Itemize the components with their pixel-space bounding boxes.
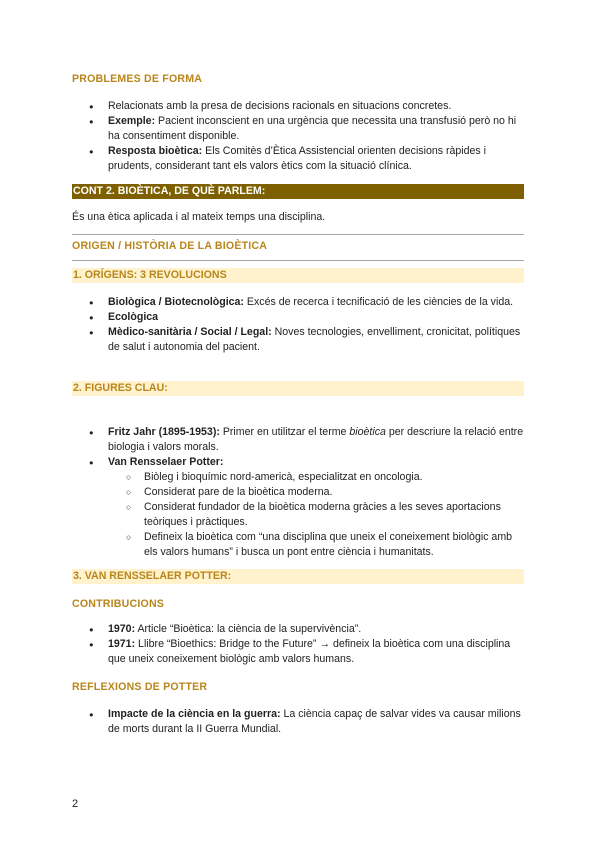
reflexions-list — [72, 707, 524, 737]
problemes-list — [72, 99, 524, 174]
page-number: 2 — [72, 798, 79, 810]
sub-list-item: ○ Considerat fundador de la bioètica moderna gràcies a les seves aportacions teòriques i pràctiques. — [72, 500, 524, 530]
contribucions-list — [72, 622, 524, 667]
list-item: ● Van Rensselaer Potter: — [72, 455, 524, 470]
figures-list — [72, 425, 524, 560]
list-item: ● Ecològica — [72, 310, 524, 325]
list-item: ● 1970: Article “Bioètica: la ciència de la supervivència”. — [72, 622, 524, 637]
sub-list-item: ○ Considerat pare de la bioètica moderna. — [72, 485, 524, 500]
problemes-heading: PROBLEMES DE FORMA — [72, 73, 203, 85]
divider — [72, 260, 524, 261]
list-item: ● Impacte de la ciència en la guerra: La ciència capaç de salvar vides va causar milions de morts durant la II Guerra Mundial. — [72, 707, 524, 737]
divider — [72, 234, 524, 235]
list-item: ● Resposta bioètica: Els Comitès d’Ètica Assistencial orienten decisions ràpides i prudents, considerant tant els valors ètics com la situació clínica. — [72, 144, 524, 174]
contribucions-heading: CONTRIBUCIONS — [72, 598, 165, 610]
list-item: ● Exemple: Pacient inconscient en una urgència que necessita una transfusió però no hi ha consentiment disponible. — [72, 114, 524, 144]
list-item: ● Mèdico-sanitària / Social / Legal: Noves tecnologies, envelliment, cronicitat, polítiques de salut i autonomia del pacient. — [72, 325, 524, 355]
origen-heading: ORIGEN / HISTÒRIA DE LA BIOÈTICA — [72, 240, 268, 252]
origens-heading: 1. ORÍGENS: 3 REVOLUCIONS — [72, 268, 524, 283]
origens-list — [72, 295, 524, 355]
list-item: ● Biològica / Biotecnològica: Excés de recerca i tecnificació de les ciències de la vida. — [72, 295, 524, 310]
sub-list-item: ○ Defineix la bioètica com “una disciplina que uneix el coneixement biològic amb els valors humans” i busca un pont entre ciència i humanitats. — [72, 530, 524, 560]
sub-list-item: ○ Biòleg i bioquímic nord-americà, especialitzat en oncologia. — [72, 470, 524, 485]
list-item: ● Fritz Jahr (1895-1953): Primer en utilitzar el terme bioètica per descriure la relació entre biologia i valors morals. — [72, 425, 524, 455]
list-item: ● Relacionats amb la presa de decisions racionals en situacions concretes. — [72, 99, 524, 114]
reflexions-heading: REFLEXIONS DE POTTER — [72, 681, 208, 693]
figures-heading: 2. FIGURES CLAU: — [72, 381, 524, 396]
cont2-text: És una ètica aplicada i al mateix temps una disciplina. — [72, 211, 326, 223]
cont2-heading: CONT 2. BIOÈTICA, DE QUÈ PARLEM: — [72, 184, 524, 199]
potter-heading: 3. VAN RENSSELAER POTTER: — [72, 569, 524, 584]
list-item: ● 1971: Llibre “Bioethics: Bridge to the Future” → defineix la bioètica com una disciplina que uneix coneixement biològic amb valors humans. — [72, 637, 524, 667]
